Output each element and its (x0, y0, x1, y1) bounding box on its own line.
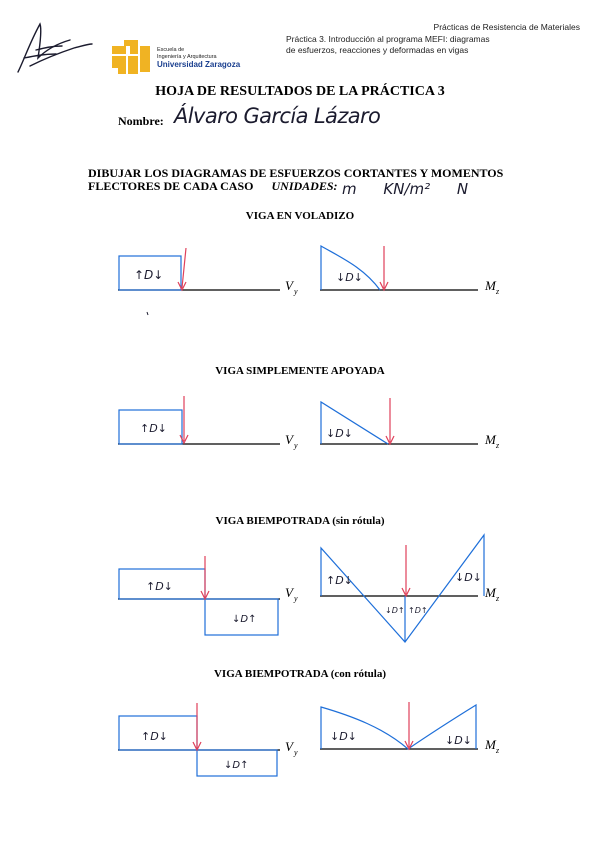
moment-axis-label-4: M (485, 737, 496, 752)
moment-axis-label-3: M (485, 585, 496, 600)
fixed-fixed-hinge-diagrams (118, 702, 500, 776)
shear-note-1: ↑D↓ (134, 268, 164, 282)
moment-axis-label-2: M (485, 432, 496, 447)
moment-note-4-right: ↓D↓ (445, 734, 472, 747)
university-line-3: Universidad Zaragoza (157, 60, 241, 70)
section-title-3: VIGA BIEMPOTRADA (sin rótula) (215, 515, 385, 527)
course-title: Prácticas de Resistencia de Materiales (433, 22, 580, 32)
shear-axis-sub-2: y (294, 441, 298, 450)
moment-axis-sub-2: z (496, 441, 500, 450)
instructions-line-2: FLECTORES DE CADA CASO (88, 179, 254, 193)
moment-note-4-left: ↓D↓ (330, 730, 357, 743)
practice-line-2: de esfuerzos, reacciones y deformadas en vigas (286, 45, 469, 55)
units-handwritten: m KN/m² N (342, 180, 469, 198)
shear-note-2: ↑D↓ (140, 422, 167, 435)
shear-axis-label-2: V (285, 432, 293, 447)
shear-axis-sub-3: y (294, 594, 298, 603)
university-line-1: Escuela de (157, 47, 185, 53)
moment-axis-sub-1: z (496, 287, 500, 296)
moment-note-3-mid-right: ↑D↑ (408, 606, 428, 615)
page-title: HOJA DE RESULTADOS DE LA PRÁCTICA 3 (155, 84, 445, 99)
shear-note-3-top: ↑D↓ (146, 580, 173, 593)
signature (18, 24, 92, 72)
shear-axis-label-3: V (285, 585, 293, 600)
moment-note-3-right: ↓D↓ (455, 571, 482, 584)
units-label: UNIDADES: (271, 179, 338, 193)
shear-axis-sub-1: y (294, 287, 298, 296)
cantilever-diagrams (118, 246, 500, 315)
university-logo (112, 40, 150, 74)
moment-note-2: ↓D↓ (326, 427, 353, 440)
fixed-fixed-no-hinge-diagrams (118, 535, 500, 642)
moment-axis-sub-3: z (496, 594, 500, 603)
section-title-1: VIGA EN VOLADIZO (245, 210, 355, 222)
practice-line-1: Práctica 3. Introducción al programa MEFI: diagramas (286, 33, 490, 44)
instructions-line-1: DIBUJAR LOS DIAGRAMAS DE ESFUERZOS CORTANTES Y MOMENTOS (88, 166, 504, 180)
shear-note-4-bottom: ↓D↑ (224, 760, 249, 771)
moment-note-3-mid-left: ↓D↑ (385, 606, 405, 615)
moment-axis-sub-4: z (496, 746, 500, 755)
moment-axis-label-1: M (485, 278, 496, 293)
section-title-4: VIGA BIEMPOTRADA (con rótula) (213, 668, 387, 680)
shear-note-4-top: ↑D↓ (141, 730, 168, 743)
name-label: Nombre: (118, 114, 164, 128)
moment-note-1: ↓D↓ (336, 271, 363, 284)
name-value: Álvaro García Lázaro (174, 104, 381, 128)
shear-axis-label-1: V (285, 278, 293, 293)
shear-note-3-bottom: ↓D↑ (232, 614, 257, 625)
university-line-2: Ingeniería y Arquitectura (157, 53, 217, 60)
section-title-2: VIGA SIMPLEMENTE APOYADA (215, 365, 385, 377)
shear-axis-sub-4: y (294, 748, 298, 757)
shear-axis-label-4: V (285, 739, 293, 754)
simply-supported-diagrams (118, 396, 500, 450)
moment-note-3-left: ↑D↓ (326, 574, 353, 587)
